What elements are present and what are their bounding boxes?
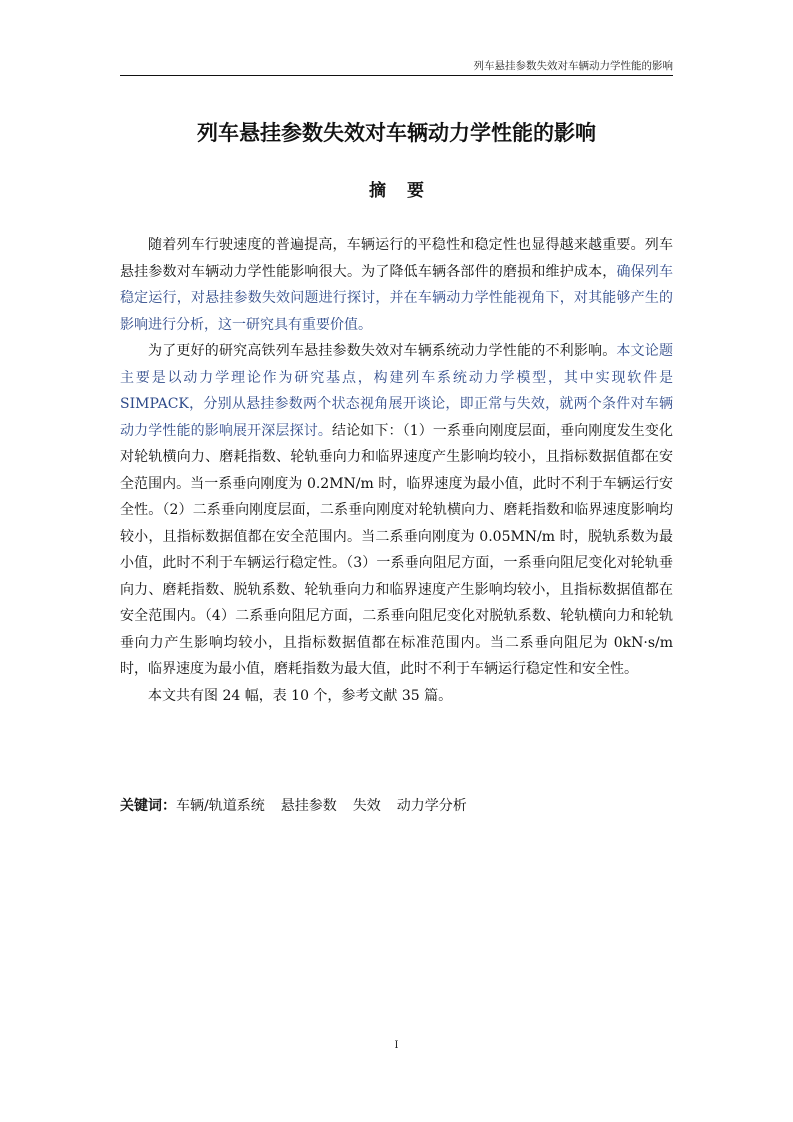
page-number: I [394, 1040, 399, 1051]
keyword-item: 失效 [352, 798, 381, 814]
keyword-item: 动力学分析 [396, 798, 467, 814]
abstract-body [120, 232, 673, 709]
paragraph-2-intro: 为了更好的研究高铁列车悬挂参数失效对车辆系统动力学性能的不利影响。 [148, 343, 617, 359]
abstract-paragraph-3: 本文共有图 24 幅，表 10 个，参考文献 35 篇。 [148, 687, 453, 704]
paragraph-1-highlighted-text: 确保列车稳定运行，对悬挂参数失效问题进行探讨，并在车辆动力学性能视角下，对其能够产生的影响进行分析，这一研究具有重要价值。 [120, 263, 674, 333]
abstract-heading: 摘要 [369, 181, 445, 201]
keywords-line [120, 793, 673, 819]
header-rule [120, 75, 673, 76]
keywords-label: 关键词： [120, 798, 176, 814]
paragraph-2-conclusions: 结论如下：（1）一系垂向刚度层面，垂向刚度发生变化对轮轨横向力、磨耗指数、轮轨垂向力和临界速度产生影响均较小，且指标数据值都在安全范围内。当一系垂向刚度为 0.2MN/m 时，临界速度为最小值，此时不利于车辆运行安全性。（2）二系垂向刚度层面，二系垂向刚度对轮轨横向力、磨耗指数和临界速度影响均较小，且指标数据值都在安全范围内。当二系垂向刚度为 0.05MN/m 时，脱轨系数为最小值，此时不利于车辆运行稳定性。（3）一系垂向阻尼方面，一系垂向阻尼变化对轮轨垂向力、磨耗指数、脱轨系数、轮轨垂向力和临界速度产生影响均较小，且指标数据值都在安全范围内。（4）二系垂向阻尼方面，二系垂向阻尼变化对脱轨系数、轮轨横向力和轮轨垂向力产生影响均较小，且指标数据值都在标准范围内。当二系垂向阻尼为 0kN·s/m 时，临界速度为最小值，磨耗指数为最大值，此时不利于车辆运行稳定性和安全性。 [120, 422, 674, 677]
abstract-paragraph-1 [120, 232, 673, 338]
document-title: 列车悬挂参数失效对车辆动力学性能的影响 [197, 121, 596, 145]
running-header: 列车悬挂参数失效对车辆动力学性能的影响 [473, 60, 673, 72]
abstract-paragraph-2 [120, 338, 673, 683]
paragraph-2-highlighted-text: 本文论题主要是以动力学理论作为研究基点，构建列车系统动力学模型，其中实现软件是 SIMPACK，分别从悬挂参数两个状态视角展开谈论，即正常与失效，就两个条件对车辆动力学性能的影响展开深层探讨。 [120, 343, 674, 439]
paragraph-1-text: 随着列车行驶速度的普遍提高，车辆运行的平稳性和稳定性也显得越来越重要。列车悬挂参数对车辆动力学性能影响很大。为了降低车辆各部件的磨损和维护成本， [120, 237, 673, 280]
keyword-item: 车辆/轨道系统 [176, 798, 265, 814]
keyword-item: 悬挂参数 [280, 798, 337, 814]
